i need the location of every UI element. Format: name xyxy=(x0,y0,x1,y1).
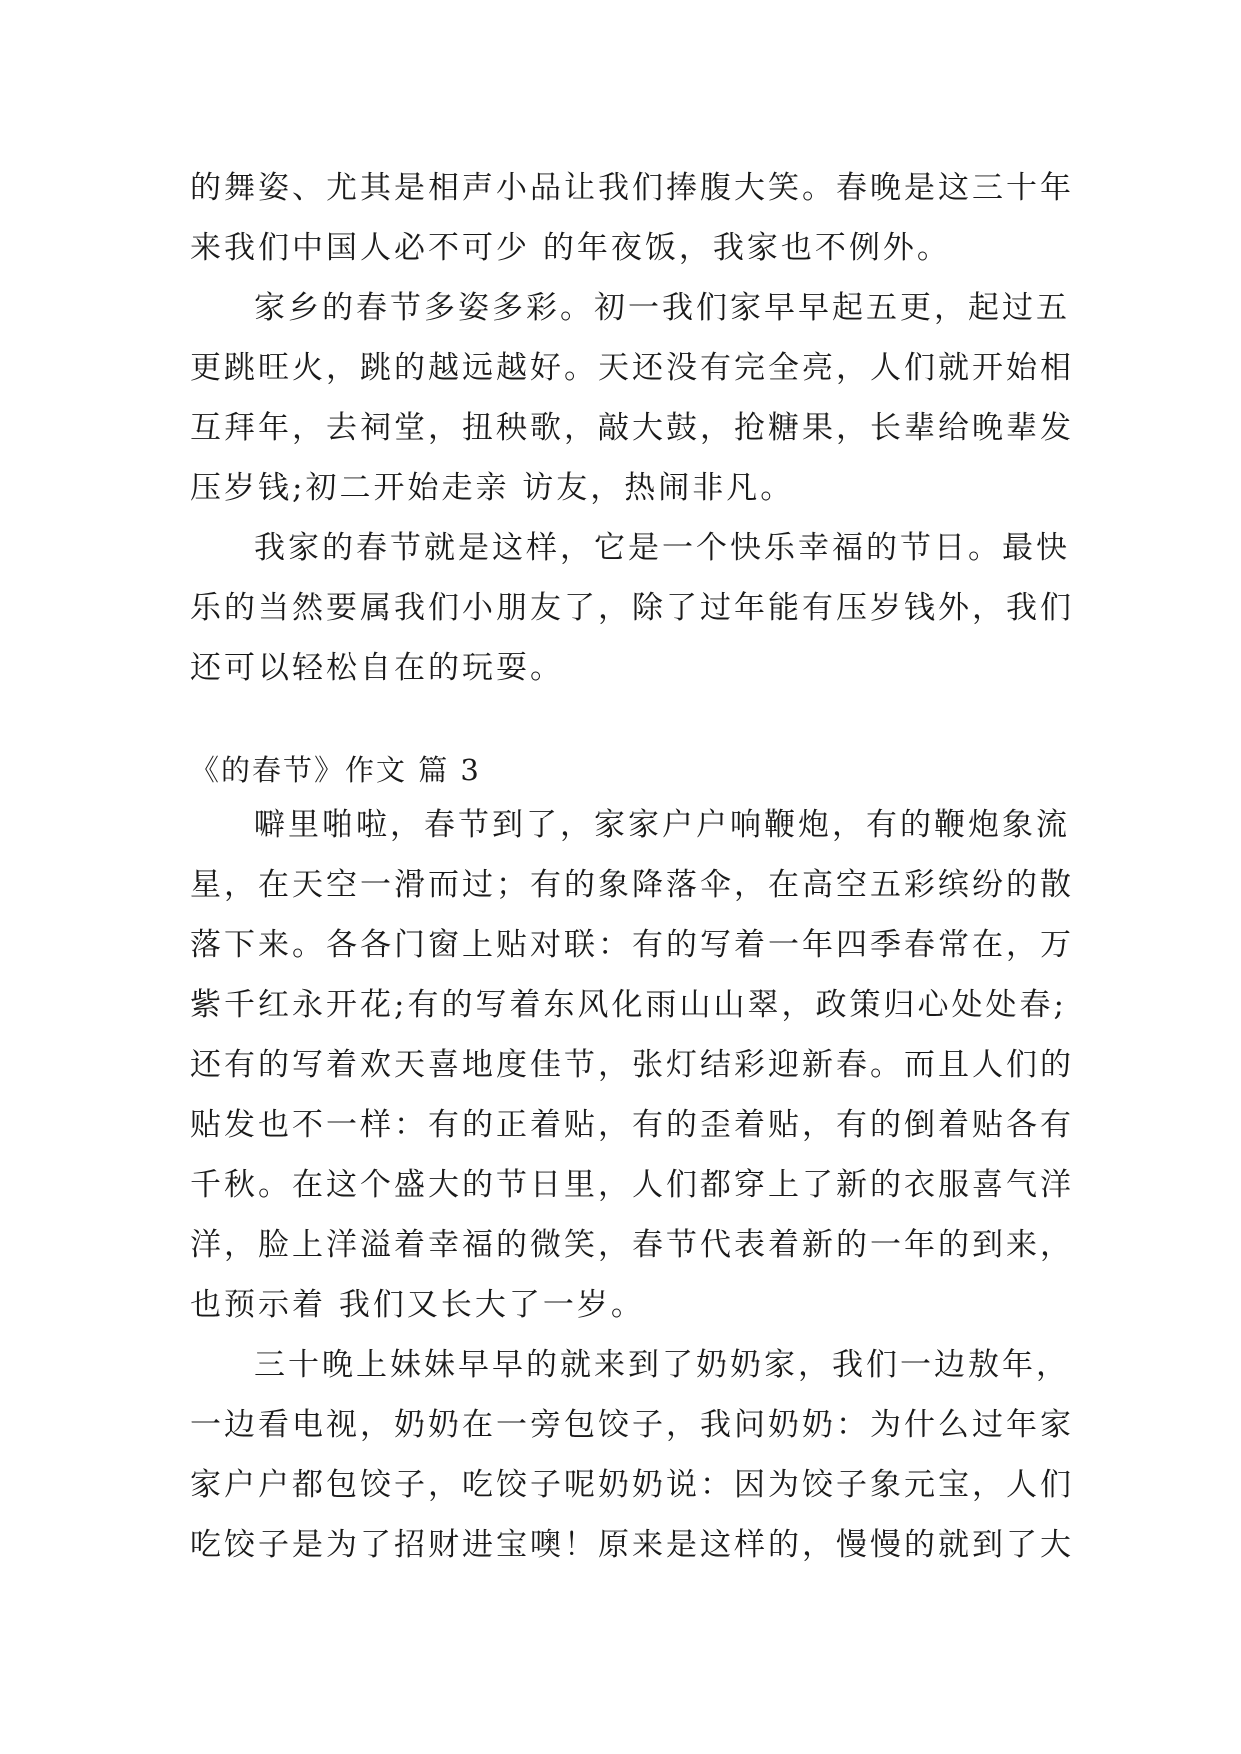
section-text-block xyxy=(190,795,1074,1575)
paragraph-line: 压岁钱;初二开始走亲 访友，热闹非凡。 xyxy=(190,470,795,506)
paragraph-line: 贴发也不一样：有的正着贴，有的歪着贴，有的倒着贴各有 xyxy=(190,1107,1074,1143)
paragraph-line: 也预示着 我们又长大了一岁。 xyxy=(190,1287,645,1323)
paragraph-line: 洋，脸上洋溢着幸福的微笑，春节代表着新的一年的到来， xyxy=(190,1227,1074,1263)
section-title: 《的春节》作文 篇 3 xyxy=(190,753,481,787)
paragraph-line: 噼里啪啦，春节到了，家家户户响鞭炮，有的鞭炮象流 xyxy=(254,807,1070,843)
paragraph-line: 的舞姿、尤其是相声小品让我们捧腹大笑。春晚是这三十年 xyxy=(190,170,1074,206)
paragraph-line: 我家的春节就是这样，它是一个快乐幸福的节日。最快 xyxy=(254,530,1070,566)
paragraph-line: 来我们中国人必不可少 的年夜饭，我家也不例外。 xyxy=(190,230,951,266)
paragraph-line: 千秋。在这个盛大的节日里，人们都穿上了新的衣服喜气洋 xyxy=(190,1167,1074,1203)
paragraph-line: 更跳旺火，跳的越远越好。天还没有完全亮，人们就开始相 xyxy=(190,350,1074,386)
paragraph-line: 吃饺子是为了招财进宝噢！原来是这样的，慢慢的就到了大 xyxy=(190,1527,1074,1563)
paragraph-line: 三十晚上妹妹早早的就来到了奶奶家，我们一边敖年， xyxy=(254,1347,1070,1383)
paragraph-line: 星，在天空一滑而过；有的象降落伞，在高空五彩缤纷的散 xyxy=(190,867,1074,903)
paragraph-line: 还有的写着欢天喜地度佳节，张灯结彩迎新春。而且人们的 xyxy=(190,1047,1074,1083)
paragraph-line: 互拜年，去祠堂，扭秧歌，敲大鼓，抢糖果，长辈给晚辈发 xyxy=(190,410,1074,446)
paragraph-line: 还可以轻松自在的玩耍。 xyxy=(190,650,564,686)
paragraph-line: 一边看电视，奶奶在一旁包饺子，我问奶奶：为什么过年家 xyxy=(190,1407,1074,1443)
section-heading-block xyxy=(190,740,1050,800)
paragraph-line: 乐的当然要属我们小朋友了，除了过年能有压岁钱外，我们 xyxy=(190,590,1074,626)
paragraph-line: 落下来。各各门窗上贴对联：有的写着一年四季春常在，万 xyxy=(190,927,1074,963)
paragraph-line: 家乡的春节多姿多彩。初一我们家早早起五更，起过五 xyxy=(254,290,1070,326)
top-text-block xyxy=(190,158,1074,698)
paragraph-line: 紫千红永开花;有的写着东风化雨山山翠，政策归心处处春; xyxy=(190,987,1067,1023)
paragraph-line: 家户户都包饺子，吃饺子呢奶奶说：因为饺子象元宝，人们 xyxy=(190,1467,1074,1503)
